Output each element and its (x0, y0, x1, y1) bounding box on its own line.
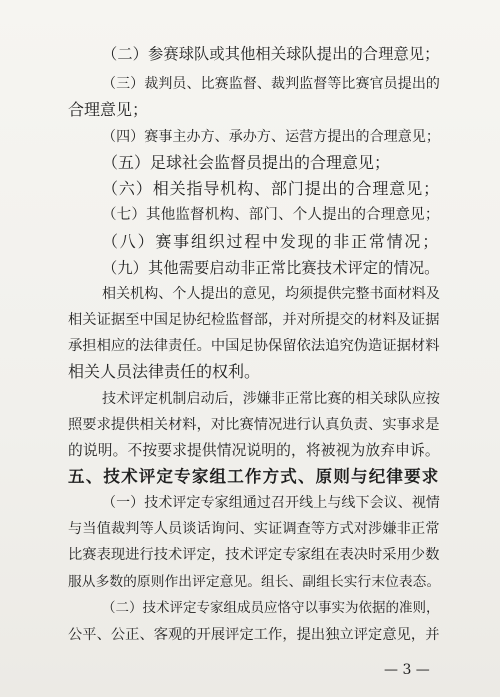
text-line: 技术评定机制启动后，涉嫌非正常比赛的相关球队应按 (102, 391, 440, 407)
text-line: （三）裁判员、比赛监督、裁判监督等比赛官员提出的 (102, 76, 440, 92)
text-line: 相关机构、个人提出的意见，均须提供完整书面材料及 (102, 286, 440, 302)
text-line: （七）其他监督机构、部门、个人提出的合理意见； (102, 207, 440, 223)
text-line: （六）相关指导机构、部门提出的合理意见； (102, 179, 441, 198)
text-line: 与当值裁判等人员谈话询问、实证调查等方式对涉嫌非正常 (68, 521, 440, 537)
text-line: 照要求提供相关材料，对比赛情况进行认真负责、实事求是 (68, 417, 440, 433)
text-line: 的说明。不按要求提供情况说明的，将被视为放弃申诉。 (68, 442, 440, 459)
text-line: 公平、公正、客观的开展评定工作，提出独立评定意见，并 (68, 627, 440, 643)
text-line: 承担相应的法律责任。中国足协保留依法追究伪造证据材料 (68, 338, 440, 354)
text-line: （五）足球社会监督员提出的合理意见； (102, 153, 391, 172)
page-number: — 3 — (384, 662, 430, 678)
text-line: （二）技术评定专家组成员应恪守以事实为依据的准则， (102, 600, 440, 616)
text-line: （四）赛事主办方、承办方、运营方提出的合理意见； (102, 129, 440, 145)
text-line: （八）赛事组织过程中发现的非正常情况； (102, 232, 441, 251)
text-line: 相关证据至中国足协纪检监督部，并对所提交的材料及证据 (68, 312, 440, 328)
section-heading: 五、技术评定专家组工作方式、原则与纪律要求 (68, 467, 440, 486)
text-line: （九）其他需要启动非正常比赛技术评定的情况。 (102, 259, 440, 277)
text-line: （一）技术评定专家组通过召开线上与线下会议、视情 (102, 495, 440, 511)
text-line: 比赛表现进行技术评定，技术评定专家组在表决时采用少数 (68, 547, 440, 563)
text-line: 服从多数的原则作出评定意见。组长、副组长实行末位表态。 (68, 574, 441, 590)
text-line: （二）参赛球队或其他相关球队提出的合理意见； (102, 45, 440, 63)
text-line: 合理意见； (68, 100, 149, 119)
text-line: 相关人员法律责任的权利。 (68, 362, 261, 381)
